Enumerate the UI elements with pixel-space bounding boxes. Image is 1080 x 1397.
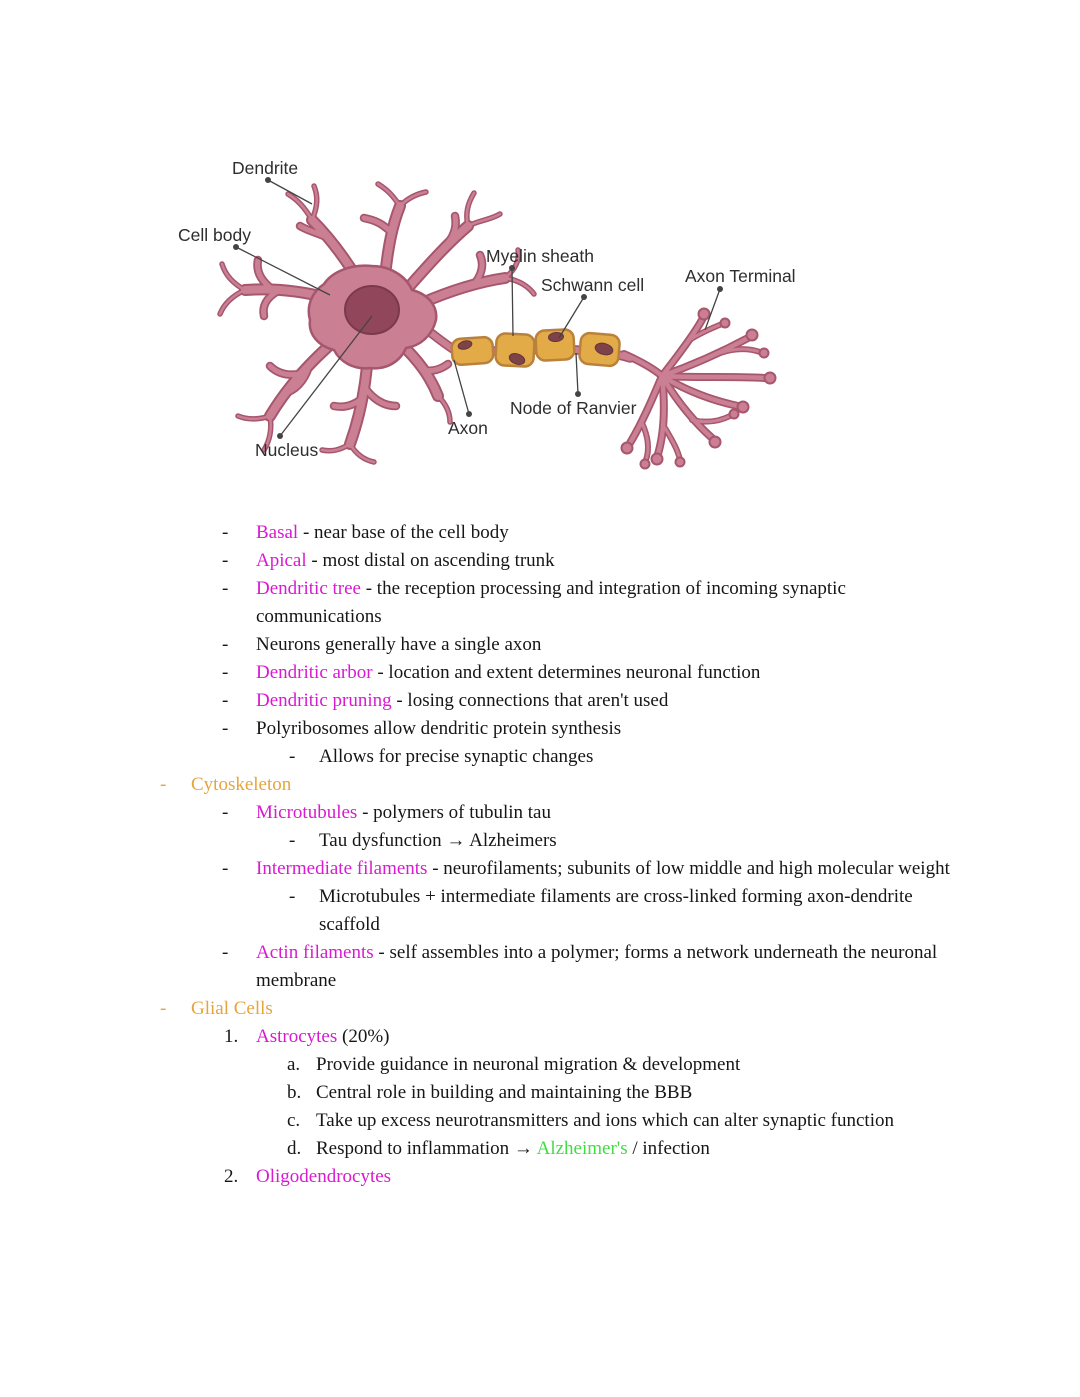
note-line [222, 687, 960, 715]
bullet-marker: - [160, 774, 167, 795]
bullet-marker: - [222, 858, 229, 879]
note-line [222, 799, 960, 827]
note-text: Intermediate filaments - neurofilaments; subunits of low middle and high molecular weight [256, 858, 950, 879]
note-text: Cytoskeleton [191, 774, 292, 795]
note-text: Neurons generally have a single axon [256, 634, 542, 655]
note-line [222, 575, 960, 631]
bullet-marker: - [289, 830, 296, 851]
bullet-marker: 2. [224, 1166, 239, 1187]
note-text: Dendritic pruning - losing connections that aren't used [256, 690, 669, 711]
note-text: Provide guidance in neuronal migration & development [316, 1054, 741, 1075]
label-axon: Axon [448, 418, 488, 438]
bullet-marker: - [222, 718, 229, 739]
nucleus-shape [345, 286, 399, 334]
bullet-marker: - [222, 578, 229, 599]
bullet-marker: a. [287, 1054, 301, 1075]
label-myelin-sheath: Myelin sheath [486, 246, 594, 266]
bullet-marker: - [222, 942, 229, 963]
note-text: Respond to inflammation → Alzheimer's / infection [316, 1138, 710, 1159]
note-line [160, 995, 960, 1023]
label-schwann-cell: Schwann cell [541, 275, 645, 295]
bullet-marker: - [222, 690, 229, 711]
bullet-marker: - [289, 746, 296, 767]
note-line [289, 883, 960, 939]
note-line [222, 939, 960, 995]
label-nucleus: Nucleus [255, 440, 319, 460]
note-line [222, 659, 960, 687]
bullet-marker: 1. [224, 1026, 239, 1047]
note-line [222, 855, 960, 883]
bullet-marker: - [289, 886, 296, 907]
note-text: Microtubules - polymers of tubulin tau [256, 802, 551, 823]
note-line [222, 547, 960, 575]
note-line [222, 631, 960, 659]
note-text: Basal - near base of the cell body [256, 522, 509, 543]
bullet-marker: c. [287, 1110, 301, 1131]
neuron-fibers-layer [220, 184, 765, 462]
label-dendrite: Dendrite [232, 158, 299, 178]
bullet-marker: - [222, 802, 229, 823]
note-text: Dendritic arbor - location and extent determines neuronal function [256, 662, 761, 683]
note-text: Dendritic tree - the reception processing and integration of incoming synaptic communications [256, 578, 846, 627]
note-text: Central role in building and maintaining the BBB [316, 1082, 693, 1103]
bullet-marker: - [160, 998, 167, 1019]
bullet-marker: - [222, 522, 229, 543]
note-line [160, 771, 960, 799]
note-text: Polyribosomes allow dendritic protein synthesis [256, 718, 622, 739]
label-cell-body: Cell body [178, 225, 251, 245]
bullet-marker: b. [287, 1082, 302, 1103]
note-line [224, 1023, 960, 1051]
note-text: Tau dysfunction → Alzheimers [319, 830, 557, 851]
note-text: Astrocytes (20%) [256, 1026, 390, 1047]
note-line [287, 1079, 960, 1107]
bullet-marker: - [222, 662, 229, 683]
bullet-marker: - [222, 550, 229, 571]
note-text: Actin filaments - self assembles into a polymer; forms a network underneath the neuronal membrane [256, 942, 938, 991]
note-line [287, 1107, 960, 1135]
label-axon-terminal: Axon Terminal [685, 266, 796, 286]
note-line [287, 1135, 960, 1163]
note-line [224, 1163, 960, 1191]
neuron-diagram [160, 148, 832, 482]
note-line [287, 1051, 960, 1079]
note-text: Glial Cells [191, 998, 273, 1019]
note-line [222, 715, 960, 743]
bullet-marker: d. [287, 1138, 302, 1159]
notes-list [160, 519, 960, 1191]
myelin-sheath-segments [451, 329, 620, 367]
note-text: Oligodendrocytes [256, 1166, 392, 1187]
note-text: Take up excess neurotransmitters and ions which can alter synaptic function [316, 1110, 894, 1131]
note-text: Microtubules + intermediate filaments are cross-linked forming axon-dendrite scaffold [319, 886, 913, 935]
note-line [289, 743, 960, 771]
note-text: Apical - most distal on ascending trunk [256, 550, 555, 571]
note-line [222, 519, 960, 547]
myelin-segment [451, 337, 494, 366]
bullet-marker: - [222, 634, 229, 655]
note-line [289, 827, 960, 855]
label-node-of-ranvier: Node of Ranvier [510, 398, 637, 418]
note-text: Allows for precise synaptic changes [319, 746, 594, 767]
